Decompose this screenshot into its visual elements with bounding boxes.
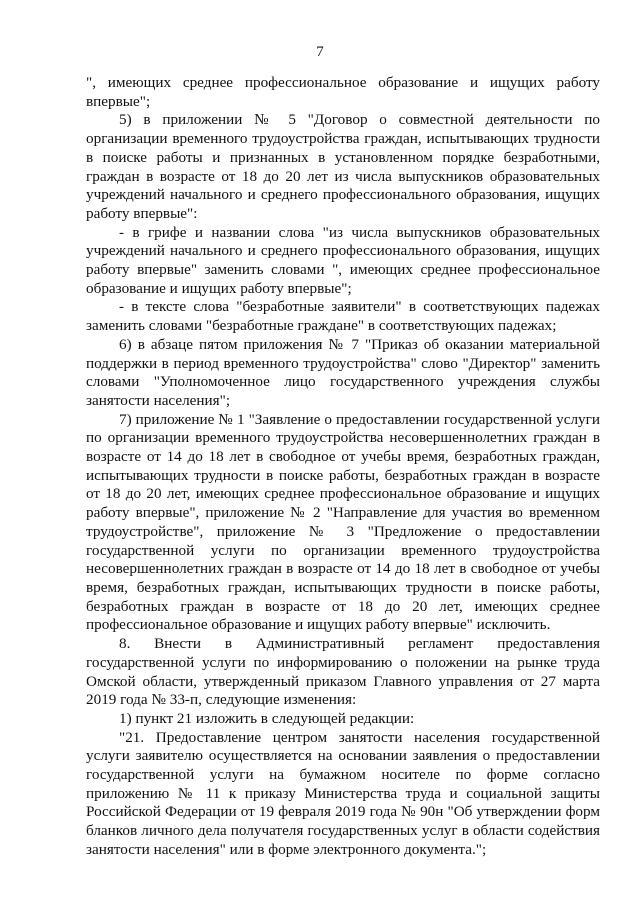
document-body: [86, 74, 600, 860]
paragraph-item-5-subitem-1: - в грифе и названии слова "из числа выпускников образовательных учреждений начального и среднего профессионального образования, ищущих работу впервые" заменить словами ", имеющих среднее профессиональное образование и ищущих работу впервые";: [86, 223, 600, 297]
paragraph-section-8-item-1: 1) пункт 21 изложить в следующей редакции:: [119, 709, 415, 727]
paragraph-continuation: ", имеющих среднее профессиональное образование и ищущих работу впервые";: [86, 74, 600, 110]
paragraph-item-7: 7) приложение № 1 "Заявление о предоставлении государственной услуги по организации временного трудоустройства несовершеннолетних граждан в возрасте от 14 до 18 лет в свободное от учебы время, безработных граждан, испытывающих трудности в поиске работы, безработных граждан в возрасте от 18 до 20 лет, имеющих среднее профессиональное образование и ищущих работу впервые", приложение № 2 "Направление для участия во временном трудоустройстве", приложение № 3 "Предложение о предоставлении государственной услуги по организации временного трудоустройства несовершеннолетних граждан в возрасте от 14 до 18 лет в свободное от учебы время, безработных граждан, испытывающих трудности в поиске работы, безработных граждан в возрасте от 18 до 20 лет, имеющих среднее профессиональное образование и ищущих работу впервые" исключить.: [86, 410, 600, 634]
paragraph-item-6: 6) в абзаце пятом приложения № 7 "Приказ об оказании материальной поддержки в период временного трудоустройства" слово "Директор" заменить словами "Уполномоченное лицо государственного учреждения службы занятости населения";: [86, 335, 600, 409]
paragraph-item-5: 5) в приложении № 5 "Договор о совместной деятельности по организации временного трудоустройства граждан, испытывающих трудности в поиске работы и признанных в установленном порядке безработными, граждан в возрасте от 18 до 20 лет из числа выпускников образовательных учреждений начального и среднего профессионального образования, ищущих работу впервые":: [86, 111, 600, 222]
paragraph-item-5-subitem-2: - в тексте слова "безработные заявители" в соответствующих падежах заменить словами "безработные граждане" в соответствующих падежах;: [86, 298, 600, 335]
page-number: 7: [316, 44, 324, 60]
paragraph-section-8: 8. Внести в Административный регламент предоставления государственной услуги по информированию о положении на рынке труда Омской области, утвержденный приказом Главного управления от 27 марта 2019 года № 33-п, следующие изменения:: [86, 635, 600, 709]
paragraph-clause-21: "21. Предоставление центром занятости населения государственной услуги заявителю осуществляется на основании заявления о предоставлении государственной услуги на бумажном носителе по форме согласно приложению № 11 к приказу Министерства труда и социальной защиты Российской Федерации от 19 февраля 2019 года № 90н "Об утверждении форм бланков личного дела получателя государственных услуг в области содействия занятости населения" или в форме электронного документа.";: [86, 728, 600, 858]
